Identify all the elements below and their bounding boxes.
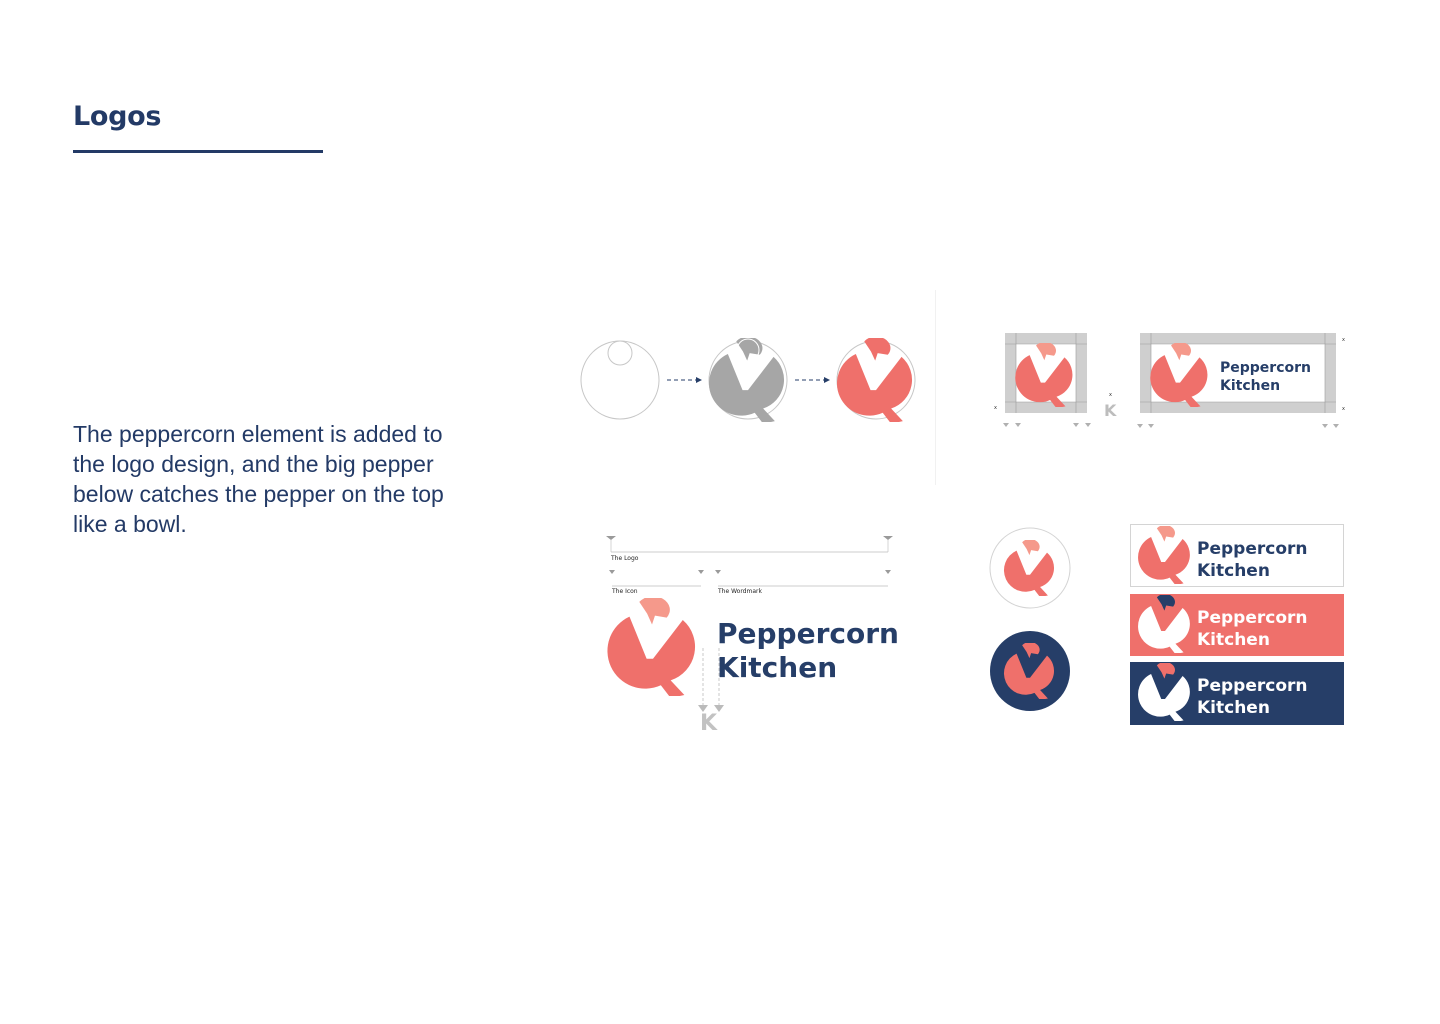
clearspace-panel: [985, 325, 1360, 440]
svg-text:Peppercorn: Peppercorn: [1197, 608, 1308, 628]
svg-text:x: x: [1109, 392, 1112, 398]
wordmark-dimension-line: [715, 570, 891, 595]
unit-k-letter: K: [1104, 401, 1117, 420]
logo-description: The peppercorn element is added to the logo design, and the big pepper below catches the pepper on the top like a bowl.: [73, 421, 444, 537]
wordmark-label: The Wordmark: [718, 588, 762, 595]
icon-clearspace-diagram: [994, 333, 1091, 427]
dashed-arrow-2-icon: [795, 377, 830, 383]
icon-label: The Icon: [612, 588, 638, 595]
lockup-coral-background: [1130, 594, 1344, 656]
svg-text:Kitchen: Kitchen: [1197, 698, 1270, 718]
anatomy-wordmark-line1: Peppercorn: [717, 617, 899, 650]
svg-text:x: x: [1342, 406, 1345, 412]
anatomy-wordmark: [717, 617, 899, 684]
logo-dimension-line: [606, 536, 893, 562]
page-title: Logos: [73, 101, 162, 132]
dashed-arrow-1-icon: [667, 377, 702, 383]
unit-x-marker: x: [994, 405, 997, 411]
lockup-navy-background: [1130, 662, 1344, 725]
svg-text:Kitchen: Kitchen: [1197, 630, 1270, 650]
white-circle-badge: [990, 528, 1070, 608]
wordmark-clearspace-diagram: [1137, 333, 1345, 428]
icon-dimension-line: [609, 570, 704, 595]
construction-step-outline: [581, 341, 659, 419]
clearspace-wordmark-line2: Kitchen: [1220, 378, 1281, 394]
k-unit-letter: K: [700, 711, 718, 735]
unit-k-measure: [1104, 392, 1117, 420]
title-underline: [73, 150, 323, 153]
logo-label: The Logo: [611, 555, 639, 562]
svg-text:x: x: [1342, 337, 1345, 343]
anatomy-panel: [600, 530, 900, 735]
anatomy-wordmark-line2: Kitchen: [717, 651, 838, 684]
navy-circle-badge: [990, 631, 1070, 711]
svg-text:Peppercorn: Peppercorn: [1197, 539, 1308, 559]
variants-panel: [985, 520, 1355, 730]
construction-panel: [575, 330, 925, 430]
panel-divider: [935, 290, 936, 485]
construction-step-grey: [709, 337, 787, 424]
svg-text:Kitchen: Kitchen: [1197, 561, 1270, 581]
svg-text:Peppercorn: Peppercorn: [1197, 676, 1308, 696]
anatomy-icon: [607, 596, 695, 698]
clearspace-wordmark-line1: Peppercorn: [1220, 360, 1311, 376]
lockup-white-background: [1131, 525, 1344, 587]
construction-step-coral: [837, 337, 915, 424]
